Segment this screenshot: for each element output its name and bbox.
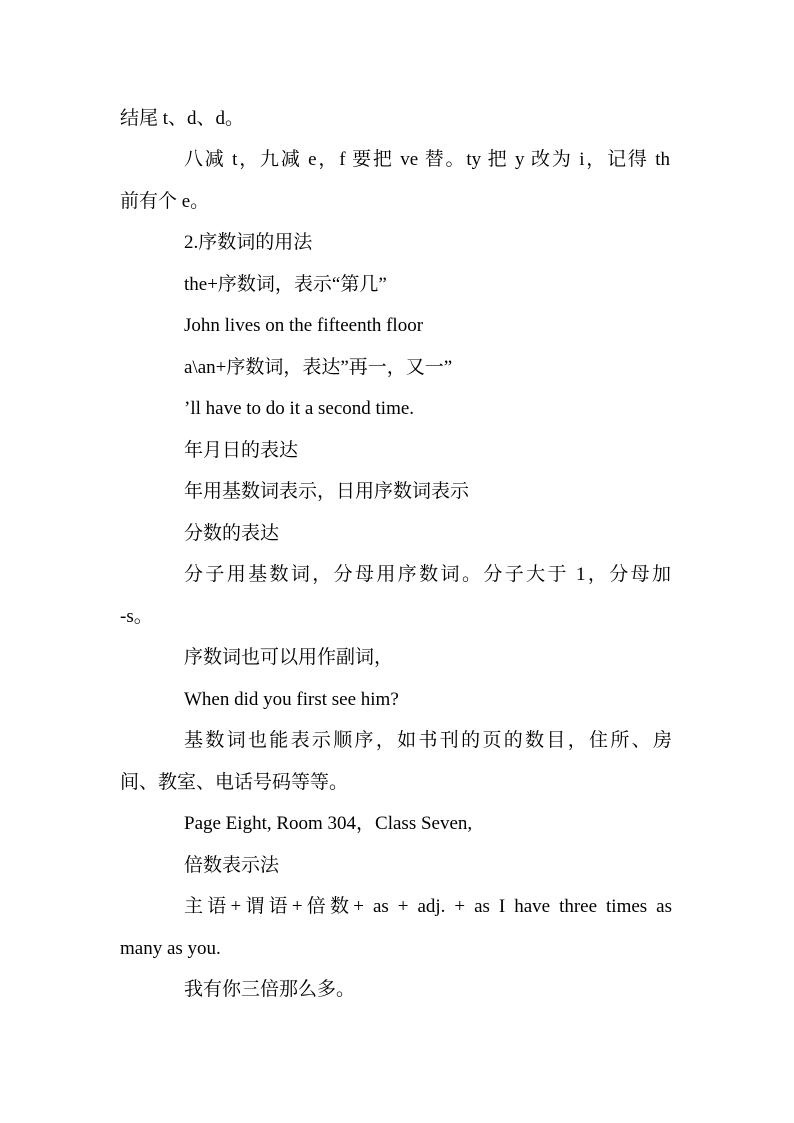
text-line: -s。 [120,606,153,627]
text-line: 八减 t，九减 e，f 要把 ve 替。ty 把 y 改为 i，记得 th [184,149,670,170]
section-heading: 倍数表示法 [184,855,280,876]
text-line: a\an+序数词，表达”再一，又一” [184,357,453,378]
text-line: 我有你三倍那么多。 [184,979,356,1000]
example-sentence: When did you first see him? [184,689,399,710]
example-sentence: Page Eight, Room 304，Class Seven, [184,813,473,834]
text-line: 结尾 t、d、d。 [120,108,245,129]
text-line: 序数词也可以用作副词， [184,647,394,668]
text-line: 年用基数词表示，日用序数词表示 [184,481,470,502]
text-line: 间、教室、电话号码等等。 [120,772,349,793]
section-heading: 年月日的表达 [184,440,299,461]
text-line: 前有个 e。 [120,191,210,212]
section-heading: 分数的表达 [184,523,280,544]
text-line: 主语+谓语+倍数+ as + adj. + as I have three times as [184,896,672,917]
text-line: the+序数词，表示“第几” [184,274,387,295]
section-heading: 2.序数词的用法 [184,232,313,253]
text-line: 基数词也能表示顺序，如书刊的页的数目，住所、房 [184,730,672,751]
example-sentence: John lives on the fifteenth floor [184,315,424,336]
example-sentence: ’ll have to do it a second time. [184,398,415,419]
example-sentence: many as you. [120,938,221,959]
text-line: 分子用基数词，分母用序数词。分子大于 1，分母加 [184,564,672,585]
